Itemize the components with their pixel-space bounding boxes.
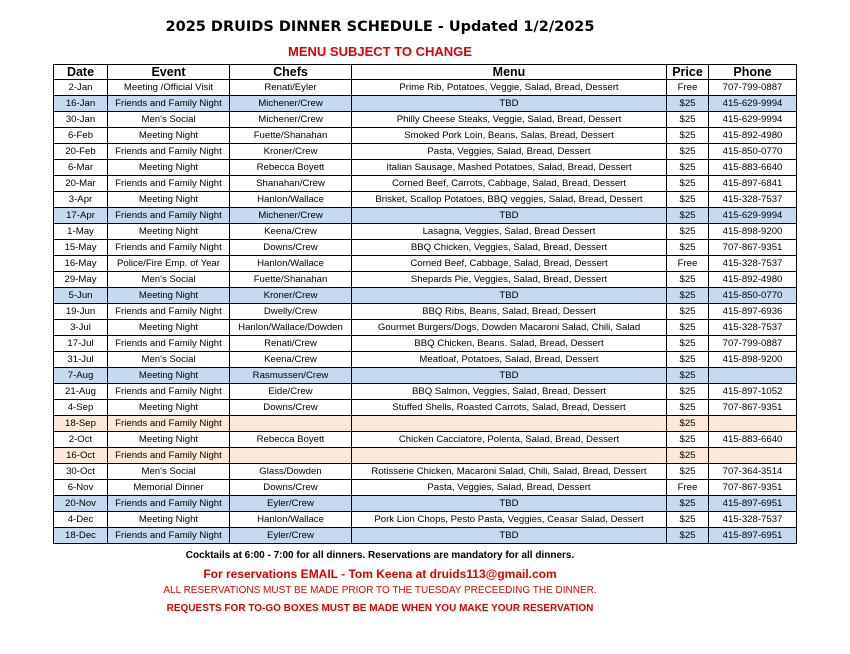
cell-date: 6-Feb [54,128,108,144]
cell-phone [709,368,797,384]
cell-date: 4-Dec [54,512,108,528]
cell-phone [709,416,797,432]
schedule-body [54,80,797,544]
cell-menu: BBQ Ribs, Beans, Salad, Bread, Dessert [352,304,667,320]
cell-phone: 415-850-0770 [709,144,797,160]
table-row [54,224,797,240]
table-row [54,208,797,224]
cell-phone: 415-892-4980 [709,272,797,288]
cell-menu: Gourmet Burgers/Dogs, Dowden Macaroni Salad, Chili, Salad [352,320,667,336]
reservation-contact: For reservations EMAIL - Tom Keena at druids113@gmail.com [203,567,557,581]
cell-price: $25 [667,432,709,448]
cell-price: $25 [667,368,709,384]
cell-price: $25 [667,416,709,432]
cell-event: Police/Fire Emp. of Year [108,256,230,272]
to-go-note: REQUESTS FOR TO-GO BOXES MUST BE MADE WHEN YOU MAKE YOUR RESERVATION [166,603,594,614]
cell-menu: TBD [352,288,667,304]
cell-chefs: Renati/Eyler [230,80,352,96]
cell-event: Meeting Night [108,224,230,240]
cell-chefs: Dwelly/Crew [230,304,352,320]
cell-event: Men's Social [108,272,230,288]
cell-phone: 415-883-6640 [709,432,797,448]
cell-menu: Rotisserie Chicken, Macaroni Salad, Chili, Salad, Bread, Dessert [352,464,667,480]
cell-date: 6-Nov [54,480,108,496]
cell-event: Friends and Family Night [108,384,230,400]
cell-event: Meeting Night [108,320,230,336]
cell-date: 3-Jul [54,320,108,336]
cell-phone: 415-629-9994 [709,96,797,112]
cell-phone: 415-898-9200 [709,352,797,368]
cell-date: 20-Nov [54,496,108,512]
cell-phone: 707-867-9351 [709,400,797,416]
cell-event: Meeting Night [108,368,230,384]
cell-chefs: Eide/Crew [230,384,352,400]
cell-event: Meeting Night [108,160,230,176]
header-chefs: Chefs [230,65,352,80]
table-row [54,288,797,304]
cell-date: 5-Jun [54,288,108,304]
cell-menu: TBD [352,496,667,512]
cell-phone: 415-328-7537 [709,320,797,336]
cell-date: 6-Mar [54,160,108,176]
cell-price: Free [667,80,709,96]
cell-menu [352,448,667,464]
cell-date: 30-Oct [54,464,108,480]
header-event: Event [108,65,230,80]
cell-chefs: Fuette/Shanahan [230,128,352,144]
cell-event: Meeting Night [108,512,230,528]
cell-price: $25 [667,288,709,304]
cell-chefs: Eyler/Crew [230,496,352,512]
cell-price: $25 [667,160,709,176]
cell-date: 18-Dec [54,528,108,544]
cell-date: 16-Jan [54,96,108,112]
cell-event: Friends and Family Night [108,448,230,464]
page-subtitle: MENU SUBJECT TO CHANGE [288,44,472,59]
cell-price: $25 [667,96,709,112]
cell-menu: BBQ Salmon, Veggies, Salad, Bread, Dessert [352,384,667,400]
cell-chefs: Hanlon/Wallace [230,256,352,272]
table-row [54,448,797,464]
cell-date: 19-Jun [54,304,108,320]
table-row [54,128,797,144]
cell-event: Friends and Family Night [108,304,230,320]
reservation-deadline: ALL RESERVATIONS MUST BE MADE PRIOR TO THE TUESDAY PRECEEDING THE DINNER. [163,585,597,596]
cell-menu: BBQ Chicken, Veggies, Salad, Bread, Dessert [352,240,667,256]
table-row [54,160,797,176]
cell-phone [709,448,797,464]
table-row [54,144,797,160]
cell-event: Friends and Family Night [108,336,230,352]
table-row [54,336,797,352]
cell-chefs: Michener/Crew [230,112,352,128]
cell-phone: 707-867-9351 [709,480,797,496]
cell-phone: 415-328-7537 [709,192,797,208]
table-row [54,384,797,400]
cell-menu: BBQ Chicken, Beans. Salad, Bread, Dessert [352,336,667,352]
table-row [54,304,797,320]
cell-price: $25 [667,496,709,512]
cell-price: $25 [667,128,709,144]
cell-chefs [230,416,352,432]
cell-event: Meeting Night [108,432,230,448]
cell-chefs: Hanlon/Wallace [230,192,352,208]
cell-chefs: Downs/Crew [230,480,352,496]
cell-chefs: Hanlon/Wallace [230,512,352,528]
cell-menu: Corned Beef, Carrots, Cabbage, Salad, Bread, Dessert [352,176,667,192]
page-title: 2025 DRUIDS DINNER SCHEDULE - Updated 1/2/2025 [165,19,595,35]
cell-event: Meeting Night [108,400,230,416]
cell-phone: 415-897-6951 [709,496,797,512]
cell-date: 17-Jul [54,336,108,352]
cell-chefs: Kroner/Crew [230,144,352,160]
cell-menu: Chicken Cacciatore, Polenta, Salad, Bread, Dessert [352,432,667,448]
header-phone: Phone [709,65,797,80]
cell-date: 2-Oct [54,432,108,448]
cell-menu: Meatloaf, Potatoes, Salad, Bread, Dessert [352,352,667,368]
cell-event: Friends and Family Night [108,96,230,112]
cell-price: $25 [667,464,709,480]
cell-event: Friends and Family Night [108,416,230,432]
cell-date: 4-Sep [54,400,108,416]
cell-chefs: Rebecca Boyett [230,160,352,176]
cell-price: $25 [667,192,709,208]
cell-phone: 415-892-4980 [709,128,797,144]
cell-menu: Pasta, Veggies, Salad, Bread, Dessert [352,144,667,160]
table-row [54,256,797,272]
cell-price: $25 [667,144,709,160]
cell-chefs [230,448,352,464]
cell-date: 29-May [54,272,108,288]
cell-chefs: Downs/Crew [230,400,352,416]
cell-event: Friends and Family Night [108,208,230,224]
cell-price: $25 [667,320,709,336]
cell-phone: 415-898-9200 [709,224,797,240]
cell-event: Memorial Dinner [108,480,230,496]
cell-date: 31-Jul [54,352,108,368]
cell-price: $25 [667,448,709,464]
cell-chefs: Renati/Crew [230,336,352,352]
cell-price: $25 [667,112,709,128]
cell-event: Meeting Night [108,288,230,304]
cell-price: $25 [667,304,709,320]
cell-date: 1-May [54,224,108,240]
cell-menu: TBD [352,208,667,224]
cell-date: 20-Feb [54,144,108,160]
cell-chefs: Keena/Crew [230,352,352,368]
cell-price: $25 [667,208,709,224]
table-row [54,528,797,544]
cell-price: $25 [667,528,709,544]
cell-chefs: Kroner/Crew [230,288,352,304]
cell-menu: Shepards Pie, Veggies, Salad, Bread, Dessert [352,272,667,288]
cell-price: $25 [667,224,709,240]
cell-chefs: Fuette/Shanahan [230,272,352,288]
table-row [54,352,797,368]
cell-menu: Philly Cheese Steaks, Veggie, Salad, Bread, Dessert [352,112,667,128]
cell-chefs: Shanahan/Crew [230,176,352,192]
header-price: Price [667,65,709,80]
cell-chefs: Hanlon/Wallace/Dowden [230,320,352,336]
table-row [54,368,797,384]
cell-event: Friends and Family Night [108,496,230,512]
cell-phone: 707-867-9351 [709,240,797,256]
cell-phone: 707-799-0887 [709,80,797,96]
cell-chefs: Keena/Crew [230,224,352,240]
cell-event: Men's Social [108,112,230,128]
cell-price: $25 [667,240,709,256]
cell-price: $25 [667,352,709,368]
cell-menu: Prime Rib, Potatoes, Veggie, Salad, Bread, Dessert [352,80,667,96]
cell-price: $25 [667,512,709,528]
cell-date: 3-Apr [54,192,108,208]
cell-phone: 415-850-0770 [709,288,797,304]
cell-chefs: Michener/Crew [230,96,352,112]
cell-price: Free [667,256,709,272]
cell-chefs: Glass/Dowden [230,464,352,480]
cell-event: Meeting Night [108,192,230,208]
cell-menu: TBD [352,368,667,384]
cell-date: 7-Aug [54,368,108,384]
table-row [54,192,797,208]
cell-menu: Italian Sausage, Mashed Potatoes, Salad, Bread, Dessert [352,160,667,176]
cell-date: 21-Aug [54,384,108,400]
cell-date: 16-May [54,256,108,272]
cell-date: 16-Oct [54,448,108,464]
cell-menu: Stuffed Shells, Roasted Carrots, Salad, Bread, Dessert [352,400,667,416]
table-row [54,272,797,288]
cell-phone: 415-897-6951 [709,528,797,544]
table-row [54,240,797,256]
cell-menu: Lasagna, Veggies, Salad, Bread Dessert [352,224,667,240]
table-header-row [54,65,797,80]
cell-price: $25 [667,272,709,288]
cell-chefs: Rasmussen/Crew [230,368,352,384]
cell-phone: 415-897-6841 [709,176,797,192]
cell-event: Men's Social [108,464,230,480]
table-row [54,176,797,192]
table-row [54,464,797,480]
table-row [54,320,797,336]
cell-phone: 415-328-7537 [709,256,797,272]
table-row [54,480,797,496]
cell-date: 20-Mar [54,176,108,192]
cell-menu: Pasta, Veggies, Salad, Bread, Dessert [352,480,667,496]
cell-event: Friends and Family Night [108,144,230,160]
cell-menu: TBD [352,96,667,112]
table-row [54,112,797,128]
cell-date: 2-Jan [54,80,108,96]
cell-phone: 707-364-3514 [709,464,797,480]
table-row [54,80,797,96]
header-date: Date [54,65,108,80]
cell-phone: 415-629-9994 [709,112,797,128]
cell-phone: 415-629-9994 [709,208,797,224]
cell-phone: 415-897-1052 [709,384,797,400]
cell-date: 30-Jan [54,112,108,128]
cell-event: Friends and Family Night [108,176,230,192]
table-row [54,512,797,528]
cell-menu [352,416,667,432]
cell-date: 17-Apr [54,208,108,224]
cell-price: $25 [667,384,709,400]
cell-chefs: Downs/Crew [230,240,352,256]
cell-price: Free [667,480,709,496]
cell-event: Meeting /Official Visit [108,80,230,96]
cocktails-note: Cocktails at 6:00 - 7:00 for all dinners. Reservations are mandatory for all dinners. [185,550,575,561]
header-menu: Menu [352,65,667,80]
cell-date: 18-Sep [54,416,108,432]
cell-event: Men's Social [108,352,230,368]
cell-menu: Brisket, Scallop Potatoes, BBQ veggies, Salad, Bread, Dessert [352,192,667,208]
cell-event: Friends and Family Night [108,240,230,256]
cell-menu: TBD [352,528,667,544]
cell-phone: 707-799-0887 [709,336,797,352]
cell-phone: 415-883-6640 [709,160,797,176]
cell-date: 15-May [54,240,108,256]
table-row [54,432,797,448]
cell-chefs: Eyler/Crew [230,528,352,544]
cell-price: $25 [667,176,709,192]
cell-chefs: Rebecca Boyett [230,432,352,448]
cell-menu: Corned Beef, Cabbage, Salad, Bread, Dessert [352,256,667,272]
table-row [54,496,797,512]
cell-event: Friends and Family Night [108,528,230,544]
table-row [54,416,797,432]
cell-price: $25 [667,336,709,352]
cell-phone: 415-897-6936 [709,304,797,320]
table-row [54,96,797,112]
cell-event: Meeting Night [108,128,230,144]
schedule-table [53,64,797,544]
cell-menu: Smoked Pork Loin, Beans, Salas, Bread, Dessert [352,128,667,144]
table-row [54,400,797,416]
cell-phone: 415-328-7537 [709,512,797,528]
cell-menu: Pork Lion Chops, Pesto Pasta, Veggies, Ceasar Salad, Dessert [352,512,667,528]
cell-chefs: Michener/Crew [230,208,352,224]
cell-price: $25 [667,400,709,416]
